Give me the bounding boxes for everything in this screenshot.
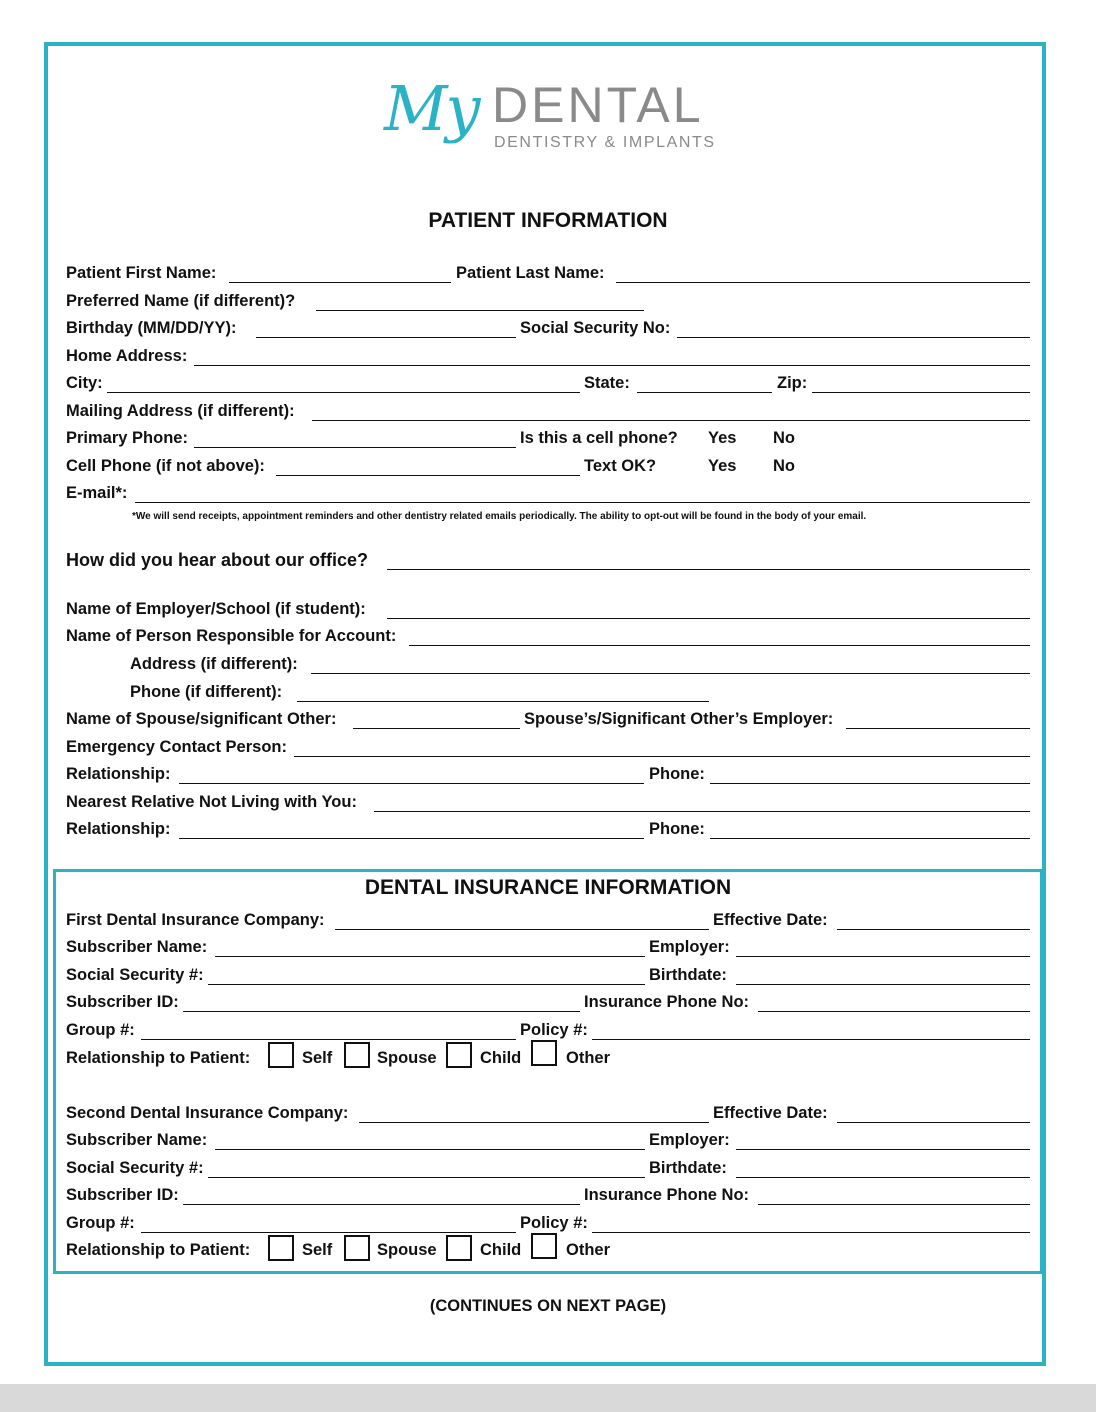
second-insurance-phone-field[interactable] [758, 1203, 1030, 1205]
second-effective-date-label: Effective Date: [713, 1104, 828, 1122]
mailing-address-label: Mailing Address (if different): [66, 402, 295, 420]
resp-phone-label: Phone (if different): [130, 683, 283, 701]
first-spouse-label: Spouse [377, 1049, 437, 1067]
first-policy-field[interactable] [592, 1038, 1030, 1040]
second-ssn-field[interactable] [208, 1176, 645, 1178]
first-group-label: Group #: [66, 1021, 135, 1039]
first-group-field[interactable] [141, 1038, 516, 1040]
state-field[interactable] [637, 391, 772, 393]
first-self-checkbox[interactable] [268, 1042, 294, 1068]
first-child-checkbox[interactable] [446, 1042, 472, 1068]
primary-phone-label: Primary Phone: [66, 429, 188, 447]
second-birthdate-field[interactable] [736, 1176, 1030, 1178]
first-other-checkbox[interactable] [531, 1040, 557, 1066]
second-subscriber-id-label: Subscriber ID: [66, 1186, 179, 1204]
second-ssn-label: Social Security #: [66, 1159, 204, 1177]
first-ssn-label: Social Security #: [66, 966, 204, 984]
spouse-name-field[interactable] [353, 727, 520, 729]
second-subscriber-name-field[interactable] [215, 1148, 645, 1150]
preferred-name-field[interactable] [316, 309, 644, 311]
zip-field[interactable] [812, 391, 1030, 393]
birthday-label: Birthday (MM/DD/YY): [66, 319, 237, 337]
resp-address-field[interactable] [311, 672, 1030, 674]
zip-label: Zip: [777, 374, 808, 392]
second-group-label: Group #: [66, 1214, 135, 1232]
state-label: State: [584, 374, 630, 392]
second-subscriber-id-field[interactable] [183, 1203, 580, 1205]
first-subscriber-id-field[interactable] [183, 1010, 580, 1012]
is-cell-yes[interactable]: Yes [708, 429, 737, 447]
emergency-contact-label: Emergency Contact Person: [66, 738, 287, 756]
logo-subtitle: DENTISTRY & IMPLANTS [494, 134, 716, 151]
responsible-person-field[interactable] [409, 644, 1030, 646]
first-spouse-checkbox[interactable] [344, 1042, 370, 1068]
first-subscriber-id-label: Subscriber ID: [66, 993, 179, 1011]
resp-phone-field[interactable] [297, 700, 709, 702]
first-relationship-label: Relationship to Patient: [66, 1049, 251, 1067]
spouse-employer-label: Spouse’s/Significant Other’s Employer: [524, 710, 834, 728]
ssn-label: Social Security No: [520, 319, 671, 337]
second-self-checkbox[interactable] [268, 1235, 294, 1261]
first-name-label: Patient First Name: [66, 264, 217, 282]
primary-phone-field[interactable] [194, 446, 516, 448]
text-ok-label: Text OK? [584, 457, 657, 475]
resp-address-label: Address (if different): [130, 655, 298, 673]
preferred-name-label: Preferred Name (if different)? [66, 292, 296, 310]
emergency-contact-field[interactable] [294, 755, 1030, 757]
second-policy-label: Policy #: [520, 1214, 588, 1232]
nearest-relative-field[interactable] [374, 810, 1030, 812]
second-group-field[interactable] [141, 1231, 516, 1233]
email-field[interactable] [135, 501, 1030, 503]
city-label: City: [66, 374, 103, 392]
relative-phone-field[interactable] [710, 837, 1030, 839]
responsible-person-label: Name of Person Responsible for Account: [66, 627, 397, 645]
first-other-label: Other [566, 1049, 611, 1067]
last-name-label: Patient Last Name: [456, 264, 605, 282]
clinic-logo [384, 72, 724, 178]
second-employer-label: Employer: [649, 1131, 730, 1149]
first-birthdate-label: Birthdate: [649, 966, 727, 984]
second-spouse-checkbox[interactable] [344, 1235, 370, 1261]
birthday-field[interactable] [256, 336, 516, 338]
first-name-field[interactable] [229, 281, 451, 283]
first-employer-label: Employer: [649, 938, 730, 956]
first-employer-field[interactable] [736, 955, 1030, 957]
insurance-title: DENTAL INSURANCE INFORMATION [364, 876, 732, 899]
mailing-address-field[interactable] [312, 419, 1030, 421]
spouse-employer-field[interactable] [846, 727, 1030, 729]
email-label: E-mail*: [66, 484, 128, 502]
second-child-label: Child [480, 1241, 522, 1259]
first-subscriber-name-label: Subscriber Name: [66, 938, 208, 956]
home-address-label: Home Address: [66, 347, 188, 365]
text-ok-no[interactable]: No [773, 457, 795, 475]
ssn-field[interactable] [677, 336, 1030, 338]
employer-school-field[interactable] [387, 617, 1030, 619]
text-ok-yes[interactable]: Yes [708, 457, 737, 475]
first-company-field[interactable] [335, 928, 709, 930]
second-company-field[interactable] [359, 1121, 709, 1123]
first-effective-date-label: Effective Date: [713, 911, 828, 929]
is-cell-no[interactable]: No [773, 429, 795, 447]
last-name-field[interactable] [616, 281, 1030, 283]
logo-dental: DENTAL [492, 77, 704, 133]
relative-phone-label: Phone: [649, 820, 705, 838]
second-other-checkbox[interactable] [531, 1233, 557, 1259]
first-insurance-phone-field[interactable] [758, 1010, 1030, 1012]
page-background-band [0, 1384, 1096, 1412]
continues-footer: (CONTINUES ON NEXT PAGE) [429, 1297, 667, 1315]
second-relationship-label: Relationship to Patient: [66, 1241, 251, 1259]
hear-about-field[interactable] [387, 568, 1030, 570]
emergency-relationship-label: Relationship: [66, 765, 171, 783]
second-employer-field[interactable] [736, 1148, 1030, 1150]
is-cell-label: Is this a cell phone? [520, 429, 678, 447]
second-birthdate-label: Birthdate: [649, 1159, 727, 1177]
second-child-checkbox[interactable] [446, 1235, 472, 1261]
second-insurance-phone-label: Insurance Phone No: [584, 1186, 750, 1204]
first-birthdate-field[interactable] [736, 983, 1030, 985]
emergency-relationship-field[interactable] [179, 782, 644, 784]
nearest-relative-label: Nearest Relative Not Living with You: [66, 793, 357, 811]
second-policy-field[interactable] [592, 1231, 1030, 1233]
relative-relationship-label: Relationship: [66, 820, 171, 838]
first-insurance-phone-label: Insurance Phone No: [584, 993, 750, 1011]
spouse-name-label: Name of Spouse/significant Other: [66, 710, 337, 728]
logo-my: My [384, 72, 479, 145]
email-note: *We will send receipts, appointment reminders and other dentistry related emails periodically. The ability to opt-out will be found in the body of your email. [132, 511, 867, 522]
relative-relationship-field[interactable] [179, 837, 644, 839]
emergency-phone-label: Phone: [649, 765, 705, 783]
second-company-label: Second Dental Insurance Company: [66, 1104, 349, 1122]
first-effective-date-field[interactable] [837, 928, 1030, 930]
city-field[interactable] [107, 391, 580, 393]
second-self-label: Self [302, 1241, 333, 1259]
home-address-field[interactable] [194, 364, 1030, 366]
second-spouse-label: Spouse [377, 1241, 437, 1259]
emergency-phone-field[interactable] [710, 782, 1030, 784]
hear-about-label: How did you hear about our office? [66, 550, 369, 570]
first-ssn-field[interactable] [208, 983, 645, 985]
second-other-label: Other [566, 1241, 611, 1259]
second-subscriber-name-label: Subscriber Name: [66, 1131, 208, 1149]
first-self-label: Self [302, 1049, 333, 1067]
cell-phone-label: Cell Phone (if not above): [66, 457, 265, 475]
first-company-label: First Dental Insurance Company: [66, 911, 325, 929]
employer-school-label: Name of Employer/School (if student): [66, 600, 366, 618]
patient-info-title: PATIENT INFORMATION [428, 209, 668, 232]
cell-phone-field[interactable] [276, 474, 580, 476]
first-subscriber-name-field[interactable] [215, 955, 645, 957]
first-child-label: Child [480, 1049, 522, 1067]
first-policy-label: Policy #: [520, 1021, 588, 1039]
second-effective-date-field[interactable] [837, 1121, 1030, 1123]
